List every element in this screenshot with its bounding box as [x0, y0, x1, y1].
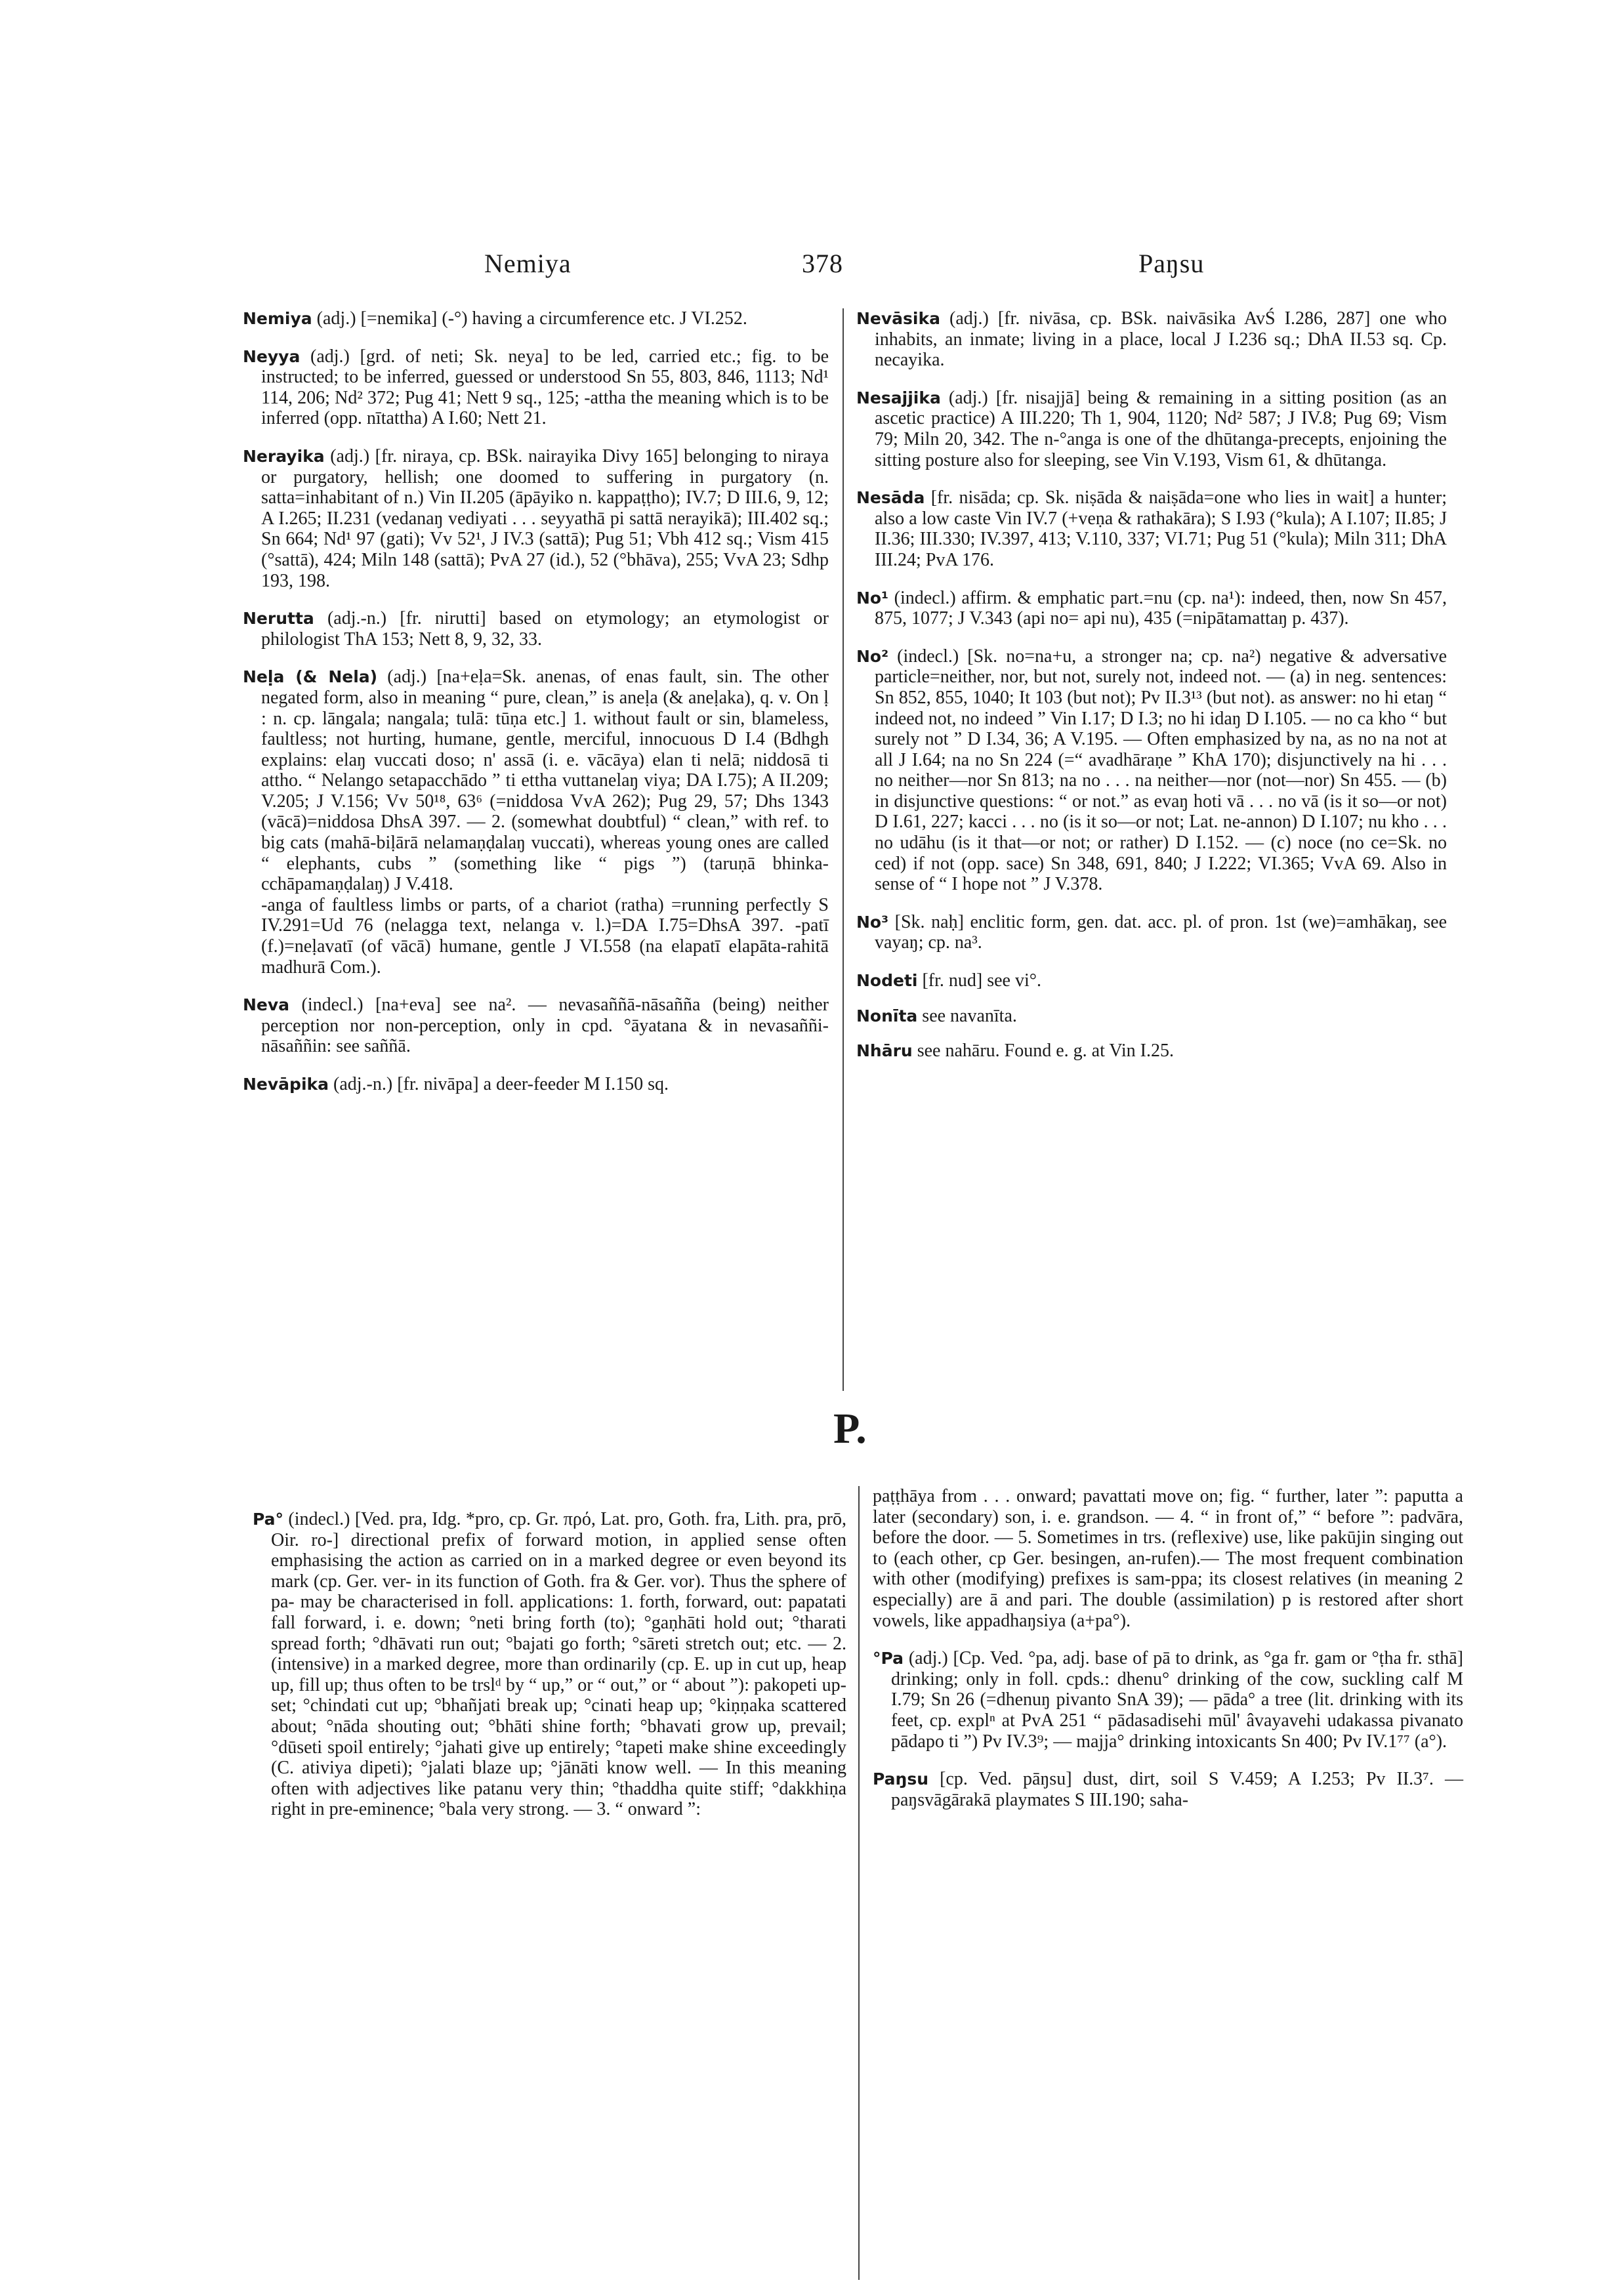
column-bottom-left	[253, 1509, 846, 1837]
entry-nerutta	[243, 608, 829, 650]
column-bottom-right	[873, 1486, 1463, 1827]
entry-nemiya	[243, 308, 829, 329]
entry-pa-suffix	[873, 1648, 1463, 1752]
headword: Nonīta	[856, 1006, 918, 1025]
headword: Nesajjika	[856, 388, 941, 407]
entry-no2	[856, 646, 1447, 895]
entry-nela	[243, 667, 829, 978]
headword: Nevāpika	[243, 1075, 329, 1094]
running-head-right: Paŋsu	[1138, 249, 1205, 278]
entry-pa-prefix	[253, 1509, 846, 1820]
headword: No²	[856, 646, 889, 666]
definition: (adj.) [fr. niraya, cp. BSk. nairayika Divy 165] belonging to niraya or purgatory, hellish; one doomed to suffering in purgatory (n. satta=inhabitant of n.) Vin II.205 (āpāyiko n. kappaṭṭho); IV.7; D III.6, 9, 12; A I.265; II.231 (vedanaŋ vediyati . . . seyyathā pi sattā nerayikā); III.402 sq.; Sn 664; Nd¹ 97 (gati); Vv 52¹, J IV.3 (sattā); Pug 51; Vbh 412 sq.; Vism 415 (°sattā), 424; Miln 148 (sattā); PvA 27 (id.), 52 (°bhāva), 255; VvA 23; Sdhp 193, 198.	[261, 445, 829, 591]
definition: see nahāru. Found e. g. at Vin I.25.	[912, 1041, 1174, 1062]
column-top-left	[243, 308, 829, 1112]
definition-compounds: -anga of faultless limbs or parts, of a chariot (ratha) =running perfectly S IV.291=Ud 76 (nelagga text, nelanga v. l.)=DA I.75=DhsA 397. -patī (f.)=neḷavatī (of vācā) humane, gentle J VI.558 (na elapatī elapāta-rahitā madhurā Com.).	[261, 894, 829, 978]
definition: (adj.) [Cp. Ved. °pa, adj. base of pā to drink, as °ga fr. gam or °ṭha fr. sthā] drinking; only in foll. cpds.: dhenu° drinking of the cow, suckling calf M I.79; Sn 26 (=dhenuŋ pivanto SnA 39); — pāda° a tree (lit. drinking with its feet, cp. explⁿ at PvA 251 “ pādasadisehi mūl' âvayavehi udakassa pivanato pādapo ti ”) Pv IV.3⁹; — majja° drinking intoxicants Sn 400; Pv IV.1⁷⁷ (a°).	[891, 1648, 1463, 1752]
definition: [Sk. naḥ] enclitic form, gen. dat. acc. pl. of pron. 1st (we)=amhākaŋ, see vayaŋ; cp. na³.	[875, 911, 1447, 953]
headword: Nodeti	[856, 971, 918, 991]
definition: (indecl.) [Ved. pra, Idg. *pro, cp. Gr. πρό, Lat. pro, Goth. fra, Lith. pra, prō, Oir. ro-] directional prefix of forward motion, in applied sense often emphasising the action as carried on in a marked degree or even beyond its mark (cp. Ger. ver- in its function of Goth. fra & Ger. vor). Thus the sphere of pa- may be characterised in foll. applications: 1. forth, forward, out: papatati fall forward, i. e. down; °neti bring forth (to); °gaṇhāti hold out; °tharati spread forth; °dhāvati run out; °bajati go forth; °sāreti stretch out; etc. — 2. (intensive) in a marked degree, more than ordinarily (cp. E. up in cut up, heap up, fill up; thus often to be trslᵈ by “ up,” or “ out,” or “ about ”): pakopeti up-set; °chindati cut up; °bhañjati break up; °cinati heap up; °kiṇṇaka scattered about; °nāda shouting out; °bhāti shine forth; °bhavati grow up, prevail; °dūseti spoil entirely; °jahati give up entirely; °tapeti make shine exceedingly (C. ativiya dipeti); °jalati blaze up; °jānāti know well. — In this meaning often with adjectives like patanu very thin; °thaddha quite stiff; °dakkhiṇa right in pre-eminence; °bala very strong. — 3. “ onward ”:	[271, 1509, 846, 1820]
definition: (indecl.) [na+eva] see na². — nevasaññā-nāsañña (being) neither perception nor non-perception, only in cpd. °āyatana & in nevasaññi-nāsaññin: see saññā.	[261, 995, 829, 1057]
definition: (adj.) [=nemika] (-°) having a circumference etc. J VI.252.	[312, 308, 747, 329]
running-head-left: Nemiya	[484, 249, 572, 278]
headword: Neyya	[243, 346, 301, 366]
headword: Nerutta	[243, 609, 314, 629]
entry-neva	[243, 995, 829, 1057]
entry-nerayika	[243, 446, 829, 591]
definition: paṭṭhāya from . . . onward; pavattati move on; fig. “ further, later ”: paputta a later (secondary) son, i. e. grandson. — 4. “ in front of,” “ before ”: padvāra, before the door. — 5. Sometimes in trs. (reflexive) use, like pakūjin singing out to (each other, cp Ger. besingen, an-rufen).— The most frequent combination with other (modifying) prefixes is sam-ppa; its closest relatives (in meaning 2 especially) are ā and pari. The double (assimilation) p is restored after short vowels, like appadhaŋsiya (a+pa°).	[873, 1486, 1463, 1631]
entry-pa-continued	[873, 1486, 1463, 1631]
entry-neyya	[243, 346, 829, 429]
column-divider-top	[843, 308, 844, 1391]
definition: [fr. nud] see vi°.	[917, 970, 1041, 991]
definition: [cp. Ved. pāŋsu] dust, dirt, soil S V.459; A I.253; Pv II.3⁷. — paŋsvāgārakā playmates S III.190; saha-	[891, 1769, 1463, 1810]
column-divider-bottom	[858, 1486, 860, 2280]
section-letter: P.	[833, 1405, 867, 1453]
entry-no3	[856, 912, 1447, 953]
entry-nonita	[856, 1006, 1447, 1027]
headword: Nesāda	[856, 488, 925, 508]
headword: No¹	[856, 588, 889, 608]
definition: [fr. nisāda; cp. Sk. niṣāda & naiṣāda=one who lies in wait] a hunter; also a low caste Vin IV.7 (+veṇa & rathakāra); S I.93 (°kula); A I.107; II.85; J II.36; III.330; IV.397, 413; V.110, 337; VI.71; Pug 51 (°kula); Miln 311; DhA III.24; PvA 176.	[875, 487, 1447, 570]
entry-nharu	[856, 1041, 1447, 1062]
column-top-right	[856, 308, 1447, 1076]
definition: (adj.) [na+eḷa=Sk. anenas, of enas fault, sin. The other negated form, also in meaning “ pure, clean,” is aneḷa (& aneḷaka), q. v. On ḷ : n. cp. lāngala; nangala; tulā: tūṇa etc.] 1. without fault or sin, blameless, faultless; not hurting, humane, gentle, merciful, innocuous D I.4 (Bdhgh explains: elaŋ vuccati doso; n' assā (i. e. vācāya) elan ti nelā; niddosā ti attho. “ Nelango setapacchādo ” ti ettha vuttanelaŋ viya; DA I.75); A II.209; V.205; J V.156; Vv 50¹⁸, 63⁶ (=niddosa VvA 262); Pug 29, 57; Dhs 1343 (vācā)=niddosa DhsA 397. — 2. (somewhat doubtful) “ clean,” with ref. to big cats (mahā-biḷārā nelamaṇḍalaŋ vuccati), whereas young ones are called “ elephants, cubs ” (something like “ pigs ”) (taruṇā bhinka-cchāpamaṇḍalaŋ) J V.418.	[261, 667, 829, 895]
definition: (adj.) [fr. nisajjā] being & remaining in a sitting position (as an ascetic practice) A III.220; Th 1, 904, 1120; Nd² 587; J IV.8; Pug 69; Vism 79; Miln 20, 342. The n-°anga is one of the dhūtanga-precepts, enjoining the sitting posture also for sleeping, see Vin V.193, Vism 61, & dhūtanga.	[875, 387, 1447, 470]
entry-nevapika	[243, 1074, 829, 1095]
definition: see navanīta.	[917, 1005, 1017, 1026]
headword: Neḷa (& Nela)	[243, 667, 378, 687]
entry-no1	[856, 588, 1447, 629]
headword: °Pa	[873, 1649, 904, 1668]
definition: (adj.-n.) [fr. nirutti] based on etymology; an etymologist or philologist ThA 153; Nett 8, 9, 32, 33.	[261, 608, 829, 650]
definition: (adj.) [grd. of neti; Sk. neya] to be led, carried etc.; fig. to be instructed; to be inferred, guessed or understood Sn 55, 803, 846, 1113; Nd¹ 114, 206; Nd² 372; Pug 41; Nett 9 sq., 125; -attha the meaning which is to be inferred (opp. nītattha) A I.60; Nett 21.	[261, 346, 829, 429]
headword: Neva	[243, 995, 290, 1015]
entry-nesajjika	[856, 388, 1447, 470]
headword: Nerayika	[243, 446, 325, 466]
definition: (adj.) [fr. nivāsa, cp. BSk. naivāsika AvŚ I.286, 287] one who inhabits, an inmate; living in a place, local J I.236 sq.; DhA II.53 sq. Cp. necayika.	[875, 308, 1447, 371]
definition: (adj.-n.) [fr. nivāpa] a deer-feeder M I.150 sq.	[329, 1074, 669, 1094]
headword: Paŋsu	[873, 1769, 928, 1789]
entry-nodeti	[856, 970, 1447, 991]
entry-pansu	[873, 1769, 1463, 1810]
definition: (indecl.) affirm. & emphatic part.=nu (cp. na¹): indeed, then, now Sn 457, 875, 1077; J V.343 (api no= api nu), 435 (=nipātamattaŋ p. 437).	[875, 587, 1447, 629]
headword: No³	[856, 912, 889, 932]
headword: Pa°	[253, 1510, 284, 1529]
definition: (indecl.) [Sk. no=na+u, a stronger na; cp. na²) negative & adversative particle=neither, nor, but not, surely not, indeed not. — (a) in neg. sentences: Sn 852, 855, 1040; It 103 (but not); Pv II.3¹³ (but not). as answer: no hi etaŋ “ indeed not, no indeed ” Vin I.17; D I.3; no hi idaŋ D I.105. — no ca kho “ but surely not ” D I.34, 36; A V.195. — Often emphasized by na, as no na not at all J I.64; na no Sn 224 (=“ avadhāraṇe ” KhA 170); disjunctively na hi . . . no neither—nor Sn 813; na no . . . na neither—nor (not—nor) Sn 455. — (b) in disjunctive questions: “ or not.” as evaŋ hoti vā . . . no vā (is it so—or not) D I.61, 227; kacci . . . no (is it so—or not; Lat. ne-annon) D I.107; nu kho . . . no udāhu (is it that—or not; or rather) D I.152. — (c) noce (no ce=Sk. no ced) if not (opp. sace) Sn 348, 691, 840; J I.222; VI.365; VvA 69. Also in sense of “ I hope not ” J V.378.	[875, 646, 1447, 895]
headword: Nemiya	[243, 309, 312, 328]
headword: Nevāsika	[856, 309, 940, 328]
entry-nesada	[856, 487, 1447, 570]
entry-nevasika	[856, 308, 1447, 371]
headword: Nhāru	[856, 1041, 913, 1061]
page-number: 378	[802, 249, 843, 278]
